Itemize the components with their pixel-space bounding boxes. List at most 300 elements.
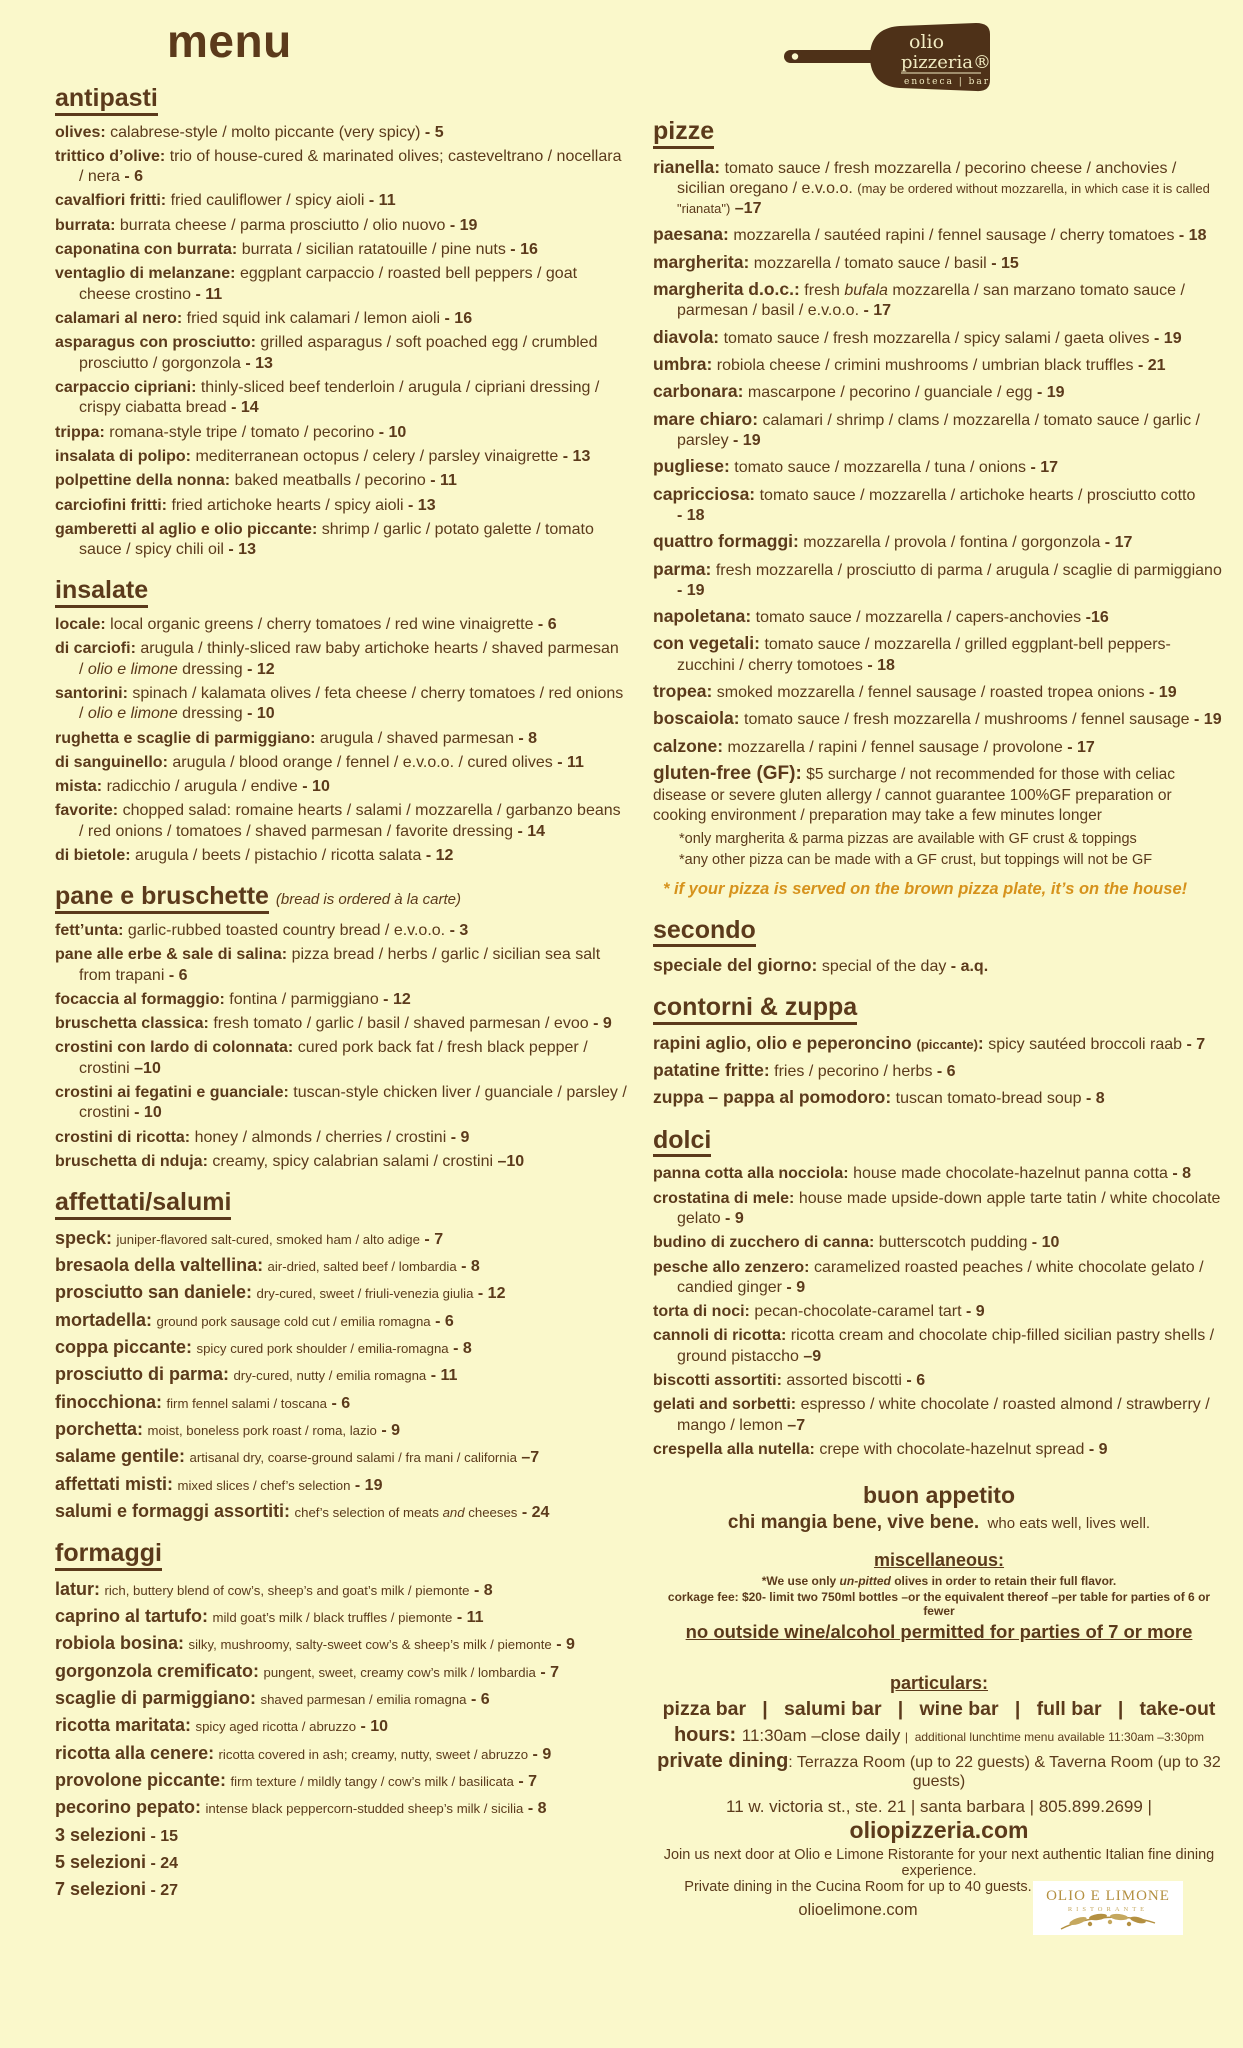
footer-bottom-lines [653, 1879, 1033, 1923]
item-price: - 15 [150, 1827, 179, 1845]
item-description: local organic greens / cherry tomatoes / red wine vinaigrette [110, 615, 534, 633]
menu-item [55, 123, 627, 143]
item-name: 3 selezioni [55, 1824, 147, 1845]
item-price: - 6 [331, 1394, 351, 1412]
item-name: carciofini fritti: [55, 496, 168, 514]
item-price: - 10 [247, 705, 275, 723]
motto: chi mangia bene, vive bene. who eats well, lives well. [727, 1512, 1151, 1534]
item-description: pungent, sweet, creamy cow’s milk / lombardia [263, 1664, 536, 1680]
item-price: - 16 [510, 241, 538, 259]
item-price: - 17 [1067, 738, 1095, 756]
menu-item [653, 605, 1225, 628]
item-price: - 17 [863, 302, 892, 320]
item-description: tomato sauce / mozzarella / tuna / onions [734, 459, 1026, 477]
item-name: margherita: [653, 251, 750, 272]
menu-item [653, 558, 1225, 602]
menu-item [55, 1254, 627, 1277]
item-name: budino di zucchero di canna: [653, 1234, 875, 1252]
miscellaneous-header: miscellaneous: [873, 1550, 1005, 1571]
item-price: - 9 [556, 1636, 575, 1654]
item-price: - 19 [1036, 384, 1065, 402]
item-price: - 7 [518, 1772, 537, 1790]
menu-item [55, 147, 627, 188]
menu-item [653, 483, 1225, 527]
item-price: - 12 [383, 990, 411, 1008]
item-name: finocchiona: [55, 1391, 162, 1412]
section-header-secondo: secondo [653, 916, 1225, 948]
menu-item [653, 455, 1225, 478]
item-description: fresh mozzarella / prosciutto di parma / arugula / scaglie di parmiggiano [715, 561, 1222, 579]
right-column [653, 8, 1225, 1940]
item-price: - 18 [1178, 227, 1207, 245]
pizzeria-logo [781, 20, 1003, 101]
item-price: - 18 [867, 656, 895, 674]
item-description: ground pork sausage cold cut / emilia romagna [156, 1313, 431, 1329]
menu-item [653, 1395, 1225, 1436]
menu-item [55, 1309, 627, 1332]
item-description: butterscotch pudding [878, 1234, 1028, 1252]
menu-item [55, 753, 627, 773]
item-description: fresh tomato / garlic / basil / shaved parmesan / evoo [213, 1015, 589, 1033]
item-price: - 13 [245, 354, 273, 372]
item-price: - 9 [786, 1278, 806, 1296]
item-name: porchetta: [55, 1419, 144, 1439]
item-description: burrata / sicilian ratatouille / pine nuts [241, 241, 506, 259]
menu-item [55, 1660, 627, 1683]
menu-item [653, 1164, 1225, 1184]
item-price: –7 [521, 1449, 540, 1467]
item-price: - 19 [677, 581, 705, 599]
svg-text:RISTORANTE: RISTORANTE [1067, 1906, 1149, 1914]
olives-note: *We use only un-pitted olives in order to retain their full flavor. [761, 1574, 1117, 1589]
item-name: quattro formaggi: [653, 531, 799, 552]
item-name: caponatina con burrata: [55, 241, 238, 259]
footer-bottom [653, 1879, 1225, 1940]
item-description: tomato sauce / fresh mozzarella / mushrooms / fennel sausage [744, 711, 1190, 729]
item-name: zuppa – pappa al pomodoro: [653, 1087, 892, 1108]
item-name: tropea: [653, 681, 713, 702]
section-header-affettati-salumi: affettati/salumi [55, 1188, 627, 1220]
item-description: fresh bufala mozzarella / san marzano tomato sauce / parmesan / basil / e.v.o.o. [677, 282, 1185, 320]
item-price: –10 [134, 1059, 161, 1077]
menu-item [653, 1371, 1225, 1391]
menu-item [653, 278, 1225, 322]
item-description: fries / pecorino / herbs [774, 1063, 933, 1081]
item-description: chef’s selection of meats and cheeses [294, 1504, 518, 1520]
item-description: special of the day [821, 958, 947, 976]
corkage-note: corkage fee: $20- limit two 750ml bottles –or the equivalent thereof –per table for parties of 6 or fewer [667, 1590, 1211, 1619]
item-name: gelati and sorbetti: [653, 1396, 797, 1414]
item-description: spicy sautéed broccoli raab [988, 1035, 1183, 1053]
item-description: $5 surcharge / not recommended for those with celiac disease or severe gluten allergy / cannot guarantee 100%GF preparation or cooking environment / preparation may take a few minutes longer [653, 766, 1176, 825]
menu-item [55, 1152, 627, 1172]
menu-item [55, 1014, 627, 1034]
item-name: polpettine della nonna: [55, 472, 231, 490]
item-description: firm texture / mildly tangy / cow’s milk / basilicata [230, 1773, 514, 1789]
item-price: - 21 [1137, 357, 1166, 374]
menu-item [55, 639, 627, 680]
item-price: - 11 [195, 285, 223, 303]
item-price: - 10 [360, 1718, 389, 1736]
item-name: di bietole: [55, 847, 131, 865]
section-formaggi [55, 1539, 627, 1901]
item-note: *only margherita & parma pizzas are available with GF crust & toppings [679, 830, 1137, 847]
svg-text:pizzeria®: pizzeria® [901, 52, 991, 73]
join-line: Join us next door at Olio e Limone Ristorante for your next authentic Italian fine dining experience. [663, 1847, 1215, 1880]
item-note: *any other pizza can be made with a GF crust, but toppings will not be GF [679, 852, 1153, 869]
menu-item [55, 1473, 627, 1496]
item-name: calzone: [653, 735, 724, 756]
svg-text:enoteca | bar: enoteca | bar [904, 77, 991, 87]
item-name: mortadella: [55, 1309, 153, 1330]
item-price: - 11 [456, 1609, 484, 1627]
menu-item [55, 520, 627, 561]
item-price: - 13 [228, 541, 256, 559]
item-price: - 10 [302, 778, 330, 796]
menu-item [55, 1796, 627, 1819]
item-name: asparagus con prosciutto: [55, 334, 256, 352]
item-description: shaved parmesan / emilia romagna [260, 1692, 467, 1707]
item-price: - 11 [368, 192, 396, 210]
item-name: pane alle erbe & sale di salina: [55, 946, 288, 964]
item-price: - 19 [1154, 329, 1182, 347]
address-line: 11 w. victoria st., ste. 21 | santa barbara | 805.899.2699 | oliopizzeria.com [726, 1797, 1152, 1844]
item-name: ricotta alla cenere: [55, 1742, 215, 1763]
item-description: caramelized roasted peaches / white chocolate gelato / candied ginger [677, 1258, 1204, 1296]
section-header-formaggi: formaggi [55, 1539, 627, 1571]
item-name: crostatina di mele: [653, 1189, 795, 1207]
menu-item [55, 1500, 627, 1523]
menu-item [653, 762, 1225, 870]
menu-item [55, 1578, 627, 1601]
item-name: salumi e formaggi assortiti: [55, 1500, 291, 1521]
item-price: - 18 [677, 506, 705, 524]
item-name: margherita d.o.c.: [653, 279, 800, 300]
section-affettati-salumi [55, 1188, 627, 1523]
item-description: baked meatballs / pecorino [234, 472, 426, 490]
item-description: mozzarella / provola / fontina / gorgonzola [803, 534, 1101, 552]
menu-item [653, 1189, 1225, 1230]
item-description: tuscan-style chicken liver / guanciale / parsley / crostini [79, 1084, 627, 1122]
item-price: - 6 [936, 1063, 956, 1081]
item-description: fried artichoke hearts / spicy aioli [171, 496, 404, 514]
item-description: fontina / parmiggiano [229, 990, 379, 1008]
item-price: - 9 [1088, 1441, 1108, 1459]
item-name: bruschetta classica: [55, 1015, 209, 1033]
item-name: prosciutto di parma: [55, 1364, 230, 1385]
item-description: house made chocolate-hazelnut panna cotta [853, 1165, 1168, 1183]
item-name: salame gentile: [55, 1446, 186, 1467]
item-price: - 13 [562, 447, 591, 465]
item-price: - 3 [449, 921, 469, 939]
item-name: carbonara: [653, 381, 744, 402]
item-name: bruschetta di nduja: [55, 1153, 208, 1170]
item-description: romana-style tripe / tomato / pecorino [109, 423, 375, 441]
menu-item [55, 921, 627, 941]
menu-item [55, 1227, 627, 1250]
item-name: fett’unta: [55, 921, 124, 939]
menu-item [653, 1086, 1225, 1109]
section-antipasti [55, 84, 627, 560]
item-description: intense black peppercorn-studded sheep’s milk / sicilia [205, 1801, 524, 1817]
item-description: moist, boneless pork roast / roma, lazio [147, 1423, 377, 1438]
item-description: honey / almonds / cherries / crostini [194, 1128, 447, 1146]
item-description: smoked mozzarella / fennel sausage / roasted tropea onions [716, 684, 1145, 702]
item-description: crepe with chocolate-hazelnut spread [819, 1441, 1085, 1459]
item-name: di sanguinello: [55, 753, 168, 771]
item-name: cavalfiori fritti: [55, 192, 167, 210]
item-description: calabrese-style / molto piccante (very spicy) [110, 123, 421, 141]
private-dining-line: private dining: Terrazza Room (up to 22 guests) & Taverna Room (up to 32 guests) [657, 1750, 1221, 1791]
item-name: provolone piccante: [55, 1769, 227, 1790]
menu-item [55, 1128, 627, 1148]
item-description: thinly-sliced beef tenderloin / arugula / cipriani dressing / crispy ciabatta bread [79, 378, 600, 417]
item-description: robiola cheese / crimini mushrooms / umbrian black truffles [716, 357, 1134, 374]
item-price: - 8 [453, 1340, 472, 1358]
item-price: - 6 [537, 615, 557, 633]
item-price: - 6 [168, 966, 188, 984]
item-description: pizza bread / herbs / garlic / sicilian sea salt from trapani [79, 946, 601, 984]
item-price: - 13 [408, 496, 436, 514]
item-price: - 6 [435, 1312, 454, 1330]
menu-item [653, 680, 1225, 703]
item-name: ventaglio di melanzane: [55, 265, 236, 283]
item-description: eggplant carpaccio / roasted bell peppers / goat cheese crostino [79, 265, 578, 303]
item-name: pecorino pepato: [55, 1797, 202, 1818]
menu-item [55, 846, 627, 866]
menu-item [55, 309, 627, 329]
item-description: chopped salad: romaine hearts / salami / mozzarella / garbanzo beans / red onions / tomatoes / shaved parmesan / favorite dressing [79, 802, 621, 840]
menu-item [653, 1059, 1225, 1082]
item-description: mozzarella / rapini / fennel sausage / provolone [727, 738, 1063, 756]
item-price: - 19 [733, 431, 761, 449]
item-description: mild goat’s milk / black truffles / piemonte [212, 1610, 453, 1626]
menu-item [55, 684, 627, 725]
menu-item [55, 496, 627, 516]
item-price: - 7 [424, 1230, 444, 1248]
menu-item [653, 1032, 1225, 1055]
menu-item [653, 353, 1225, 376]
menu-item [55, 423, 627, 443]
item-description: espresso / white chocolate / roasted almond / strawberry / mango / lemon [677, 1396, 1210, 1434]
page-title: menu [167, 15, 292, 67]
item-name: torta di noci: [653, 1303, 750, 1321]
item-price: - 9 [725, 1209, 744, 1227]
item-description: tomato sauce / mozzarella / grilled eggplant-bell peppers-zucchini / cherry tomotoes [677, 636, 1171, 674]
item-price: –9 [803, 1347, 822, 1365]
item-name: locale: [55, 615, 106, 633]
menu-item [55, 1363, 627, 1386]
item-description: pecan-chocolate-caramel tart [754, 1303, 962, 1321]
item-description: tuscan tomato-bread soup [895, 1090, 1082, 1108]
alcohol-rule: no outside wine/alcohol permitted for parties of 7 or more [685, 1621, 1193, 1643]
menu-item [653, 1258, 1225, 1299]
item-description: air-dried, salted beef / lombardia [267, 1259, 457, 1275]
item-name: napoletana: [653, 606, 752, 627]
item-name: con vegetali: [653, 633, 760, 654]
item-price: - 15 [991, 254, 1019, 272]
item-description: mascarpone / pecorino / guanciale / egg [747, 384, 1033, 402]
item-description: dry-cured, nutty / emilia romagna [233, 1368, 427, 1384]
item-name: crespella alla nutella: [653, 1441, 815, 1459]
menu-item [653, 1440, 1225, 1460]
menu-item [55, 729, 627, 749]
menu-item [55, 1038, 627, 1079]
item-price: - 9 [450, 1128, 470, 1146]
menu-item [653, 1302, 1225, 1322]
menu-item [653, 735, 1225, 758]
section-note: (bread is ordered à la carte) [275, 891, 461, 909]
menu-item [55, 1742, 627, 1765]
item-price: - 11 [430, 1367, 458, 1385]
item-description: mediterranean octopus / celery / parsley vinaigrette [195, 447, 559, 465]
menu-item [653, 156, 1225, 220]
item-price: - 7 [1186, 1035, 1206, 1053]
item-price: - 19 [354, 1476, 383, 1494]
item-price: - 12 [247, 660, 275, 678]
item-description: spicy cured pork shoulder / emilia-romagna [196, 1341, 449, 1357]
item-price: - 8 [527, 1800, 547, 1818]
menu-item [55, 333, 627, 374]
item-name: pugliese: [653, 456, 730, 477]
item-name: mista: [55, 778, 103, 796]
item-description: arugula / blood orange / fennel / e.v.o.o. / cured olives [172, 753, 553, 771]
item-price: - 17 [1104, 534, 1133, 552]
item-price: - 8 [518, 729, 537, 747]
menu-item [653, 408, 1225, 452]
item-name: pesche allo zenzero: [653, 1258, 810, 1276]
item-price: - 10 [134, 1104, 162, 1122]
menu-item [55, 240, 627, 260]
item-name: capricciosa: [653, 483, 756, 504]
menu-item [55, 777, 627, 797]
menu-item [55, 1878, 627, 1901]
item-price: - 10 [378, 423, 407, 441]
bars-line: pizza bar | salumi bar | wine bar | full bar | take-out [662, 1698, 1216, 1721]
item-price: –7 [787, 1416, 806, 1434]
item-name: speck: [55, 1227, 113, 1248]
item-description: mixed slices / chef’s selection [177, 1477, 351, 1493]
house-note: * if your pizza is served on the brown pizza plate, it’s on the house! [663, 879, 1188, 898]
item-name: carpaccio cipriani: [55, 378, 197, 396]
item-description: spinach / kalamata olives / feta cheese / cherry tomatoes / red onions / olio e limone dressing [79, 684, 624, 723]
menu-item [653, 223, 1225, 246]
pizza-peel-icon [781, 20, 1003, 96]
section-header-contorni-zuppa: contorni & zuppa [653, 993, 1225, 1025]
item-price: - 9 [532, 1745, 552, 1763]
menu-item [55, 1687, 627, 1710]
item-name: crostini con lardo di colonnata: [55, 1039, 294, 1057]
item-name: insalata di polipo: [55, 447, 192, 465]
item-name: santorini: [55, 684, 128, 702]
section-header-insalate: insalate [55, 576, 627, 608]
menu-item [55, 1851, 627, 1874]
item-description: mozzarella / tomato sauce / basil [753, 254, 987, 272]
item-name: speciale del giorno: [653, 955, 818, 976]
item-name: diavola: [653, 326, 720, 347]
item-name: 5 selezioni [55, 1851, 147, 1872]
menu-item [55, 1824, 627, 1847]
item-name: affettati misti: [55, 1473, 174, 1494]
item-description: fried cauliflower / spicy aioli [170, 192, 365, 210]
left-column [55, 8, 627, 1940]
item-description: ricotta covered in ash; creamy, nutty, sweet / abruzzo [218, 1746, 529, 1762]
item-price: - 11 [430, 472, 457, 490]
item-description: artisanal dry, coarse-ground salami / fra mani / california [189, 1450, 517, 1466]
footer-lines [653, 1482, 1225, 1879]
item-price: - 11 [557, 753, 584, 771]
item-name: calamari al nero: [55, 310, 183, 327]
item-name: panna cotta alla nocciola: [653, 1165, 849, 1183]
item-description: fried squid ink calamari / lemon aioli [186, 310, 441, 327]
item-description: garlic-rubbed toasted country bread / e.v.o.o. [127, 921, 446, 939]
item-description: calamari / shrimp / clams / mozzarella / tomato sauce / garlic / parsley [677, 411, 1200, 449]
item-description: cured pork back fat / fresh black pepper / crostini [79, 1039, 588, 1077]
item-price: - a.q. [950, 958, 989, 976]
section-header-antipasti: antipasti [55, 84, 627, 116]
item-name: paesana: [653, 224, 729, 245]
menu-item [55, 191, 627, 211]
menu-item [55, 1714, 627, 1737]
item-price: - 6 [470, 1691, 490, 1708]
section-secondo [653, 916, 1225, 978]
item-description: tomato sauce / fresh mozzarella / spicy salami / gaeta olives [723, 329, 1150, 347]
menu-item [55, 1391, 627, 1414]
item-description: radicchio / arugula / endive [106, 778, 298, 796]
olio-e-limone-logo [1033, 1881, 1183, 1940]
item-price: - 8 [1086, 1090, 1105, 1108]
buon-appetito: buon appetito [862, 1482, 1016, 1509]
menu-item [55, 990, 627, 1010]
menu-item [653, 707, 1225, 730]
item-name: bresaola della valtellina: [55, 1255, 264, 1276]
item-price: - 9 [593, 1015, 612, 1033]
item-price: - 6 [124, 168, 144, 186]
item-price: - 14 [517, 822, 546, 840]
item-price: -16 [1085, 609, 1109, 627]
item-price: - 24 [521, 1503, 550, 1521]
item-price: - 19 [449, 216, 478, 234]
item-description: firm fennel salami / toscana [166, 1395, 327, 1411]
cucina-line: Private dining in the Cucina Room for up to 40 guests. [684, 1879, 1032, 1896]
item-description: burrata cheese / parma prosciutto / olio nuovo [119, 216, 446, 234]
menu-item [55, 1605, 627, 1628]
item-description: spicy aged ricotta / abruzzo [195, 1719, 357, 1735]
item-name: favorite: [55, 802, 119, 820]
svg-text:olio: olio [909, 31, 945, 53]
item-name: caprino al tartufo: [55, 1606, 209, 1627]
menu-item [653, 954, 1225, 977]
menu-item [653, 1233, 1225, 1253]
item-name: gorgonzola cremificato: [55, 1660, 260, 1681]
item-price: - 17 [1030, 459, 1059, 477]
item-price: - 12 [477, 1285, 506, 1303]
menu-item [55, 1083, 627, 1124]
section-header-pane-e-bruschette: pane e bruschette (bread is ordered à la carte) [55, 882, 627, 914]
menu-item [55, 801, 627, 842]
item-price: - 19 [1149, 684, 1177, 702]
menu-item [55, 378, 627, 419]
item-price: - 9 [381, 1422, 401, 1439]
olioelimone-site: olioelimone.com [798, 1901, 918, 1920]
item-name: gluten-free (GF): [653, 763, 802, 784]
item-price: - 5 [424, 123, 444, 141]
item-description: trio of house-cured & marinated olives; casteveltrano / nocellara / nera [79, 147, 622, 186]
item-name: rapini aglio, olio e peperoncino (piccante): [653, 1032, 984, 1053]
item-name: di carciofi: [55, 640, 136, 658]
menu-item [653, 1326, 1225, 1367]
item-description: house made upside-down apple tarte tatin / white chocolate gelato [677, 1189, 1221, 1227]
